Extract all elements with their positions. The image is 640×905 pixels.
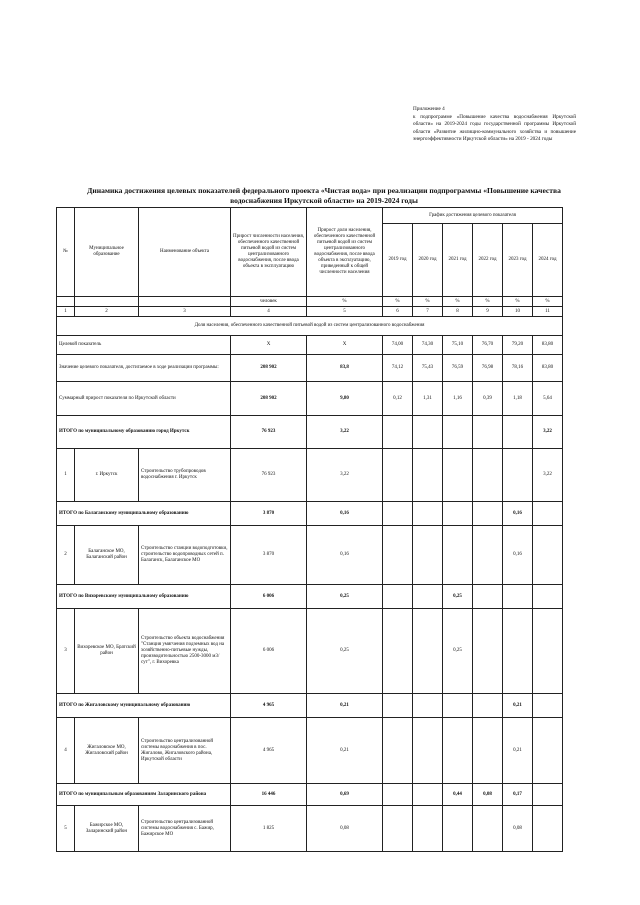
object-row [57, 806, 563, 852]
cell [503, 585, 533, 609]
header-object: Наименование объекта [139, 208, 231, 297]
total-label: ИТОГО по Вихоревскому муниципальному образованию [57, 585, 231, 609]
annex-note [413, 106, 576, 144]
cell: 3,22 [307, 416, 383, 449]
col-number: 7 [413, 307, 443, 317]
col-number: 2 [75, 307, 139, 317]
cell: 0,39 [473, 382, 503, 416]
cell: 75,43 [413, 355, 443, 382]
cell [413, 526, 443, 585]
col-number: 10 [503, 307, 533, 317]
cell: 3 [57, 609, 75, 694]
cell [443, 718, 473, 784]
total-row [57, 502, 563, 526]
unit-pct: % [533, 297, 563, 307]
cell: 0,16 [503, 502, 533, 526]
unit-people: человек [231, 297, 307, 307]
cell: г. Иркутск [75, 449, 139, 502]
total-label: ИТОГО по муниципальным образованиям Заларинского района [57, 784, 231, 806]
unit-pct: % [307, 297, 383, 307]
header-num: № [57, 208, 75, 297]
cell: 79,20 [503, 336, 533, 355]
total-row [57, 694, 563, 718]
cell: 5,64 [533, 382, 563, 416]
unit-pct: % [413, 297, 443, 307]
cell: 0,25 [307, 585, 383, 609]
col-number: 8 [443, 307, 473, 317]
header-share-growth: Прирост доли населения, обеспеченного качественной питьевой водой из систем централизованного водоснабжения, после ввода объекта в эксплуатацию, приведенный к общей численности населения [307, 208, 383, 297]
cell [533, 526, 563, 585]
cell: 6 006 [231, 585, 307, 609]
cell [413, 806, 443, 852]
cell [533, 718, 563, 784]
total-label: ИТОГО по Жигаловскому муниципальному образованию [57, 694, 231, 718]
cell [383, 449, 413, 502]
cell: 83,8 [307, 355, 383, 382]
cell: 83,80 [533, 355, 563, 382]
unit-pct: % [383, 297, 413, 307]
cell: 74,30 [413, 336, 443, 355]
cell [533, 694, 563, 718]
cell: 3,22 [533, 416, 563, 449]
cell [473, 526, 503, 585]
col-number: 1 [57, 307, 75, 317]
cell: 0,16 [503, 526, 533, 585]
cell [473, 502, 503, 526]
cell: 0,08 [473, 784, 503, 806]
summary-label: Целевой показатель [57, 336, 231, 355]
section-title: Доля населения, обеспеченного качественной питьевой водой из систем централизованного водоснабжения [57, 317, 563, 336]
cell [533, 502, 563, 526]
cell: 0,16 [307, 502, 383, 526]
object-row [57, 449, 563, 502]
col-number: 5 [307, 307, 383, 317]
col-number: 9 [473, 307, 503, 317]
summary-label: Суммарный прирост показателя по Иркутской области [57, 382, 231, 416]
object-row [57, 718, 563, 784]
cell: 0,21 [503, 718, 533, 784]
cell [383, 502, 413, 526]
col-number: 6 [383, 307, 413, 317]
cell [503, 609, 533, 694]
cell: 0,21 [503, 694, 533, 718]
cell: Жигаловское МО, Жигаловский район [75, 718, 139, 784]
cell: Балаганское МО, Балаганский район [75, 526, 139, 585]
total-row [57, 585, 563, 609]
cell [413, 718, 443, 784]
header-population-growth: Прирост численности населения, обеспеченного качественной питьевой водой из систем централизованного водоснабжения, после ввода объекта в эксплуатацию [231, 208, 307, 297]
cell [383, 784, 413, 806]
header-year: 2020 год [413, 224, 443, 297]
cell [383, 694, 413, 718]
cell [473, 449, 503, 502]
col-number: 4 [231, 307, 307, 317]
cell: 1,16 [443, 382, 473, 416]
cell: 16 446 [231, 784, 307, 806]
cell: 4 965 [231, 718, 307, 784]
units-row [57, 297, 563, 307]
cell: 1,18 [503, 382, 533, 416]
total-label: ИТОГО по муниципальному образованию город Иркутск [57, 416, 231, 449]
cell: Строительство трубопроводов водоснабжения г. Иркутск [139, 449, 231, 502]
cell: 74,00 [383, 336, 413, 355]
unit-pct: % [503, 297, 533, 307]
cell [413, 694, 443, 718]
cell: Строительство централизованной системы водоснабжения в пос. Жигалово, Жигаловского района, Иркутской области [139, 718, 231, 784]
cell: 208 902 [231, 382, 307, 416]
cell: 3 870 [231, 526, 307, 585]
cell: 3,22 [533, 449, 563, 502]
cell [413, 609, 443, 694]
cell: 83,80 [533, 336, 563, 355]
total-row [57, 784, 563, 806]
column-numbers-row [57, 307, 563, 317]
total-row [57, 416, 563, 449]
col-number: 11 [533, 307, 563, 317]
header-year: 2024 год [533, 224, 563, 297]
cell: 208 902 [231, 355, 307, 382]
cell: Строительство станции водоподготовки, строительство водопроводных сетей п. Балаганск, Балаганское МО [139, 526, 231, 585]
cell [443, 416, 473, 449]
cell: 0,16 [307, 526, 383, 585]
cell: 6 006 [231, 609, 307, 694]
cell: 1 [57, 449, 75, 502]
object-row [57, 526, 563, 585]
cell: Строительство объекта водоснабжения "Станция умягчения подземных вод на хозяйственно-питьевые нужды, производительностью 2500-3000 м3/сут", г. Вихоревка [139, 609, 231, 694]
cell [473, 609, 503, 694]
annex-title: Приложение 4 [413, 106, 445, 112]
cell: 0,25 [307, 609, 383, 694]
cell: 1 825 [231, 806, 307, 852]
cell: 3 870 [231, 502, 307, 526]
cell: Строительство централизованной системы водоснабжения с. Бажир, Бажирское МО [139, 806, 231, 852]
cell: 0,21 [307, 718, 383, 784]
cell [413, 784, 443, 806]
header-year: 2021 год [443, 224, 473, 297]
cell [413, 585, 443, 609]
cell [473, 718, 503, 784]
cell [383, 416, 413, 449]
cell: 76 923 [231, 416, 307, 449]
cell [533, 585, 563, 609]
cell: 1,31 [413, 382, 443, 416]
cell [473, 416, 503, 449]
cell [473, 585, 503, 609]
cell [533, 784, 563, 806]
header-year: 2023 год [503, 224, 533, 297]
cell: 0,08 [503, 806, 533, 852]
cell [503, 416, 533, 449]
annex-text: к подпрограмме «Повышение качества водоснабжения Иркутской области» на 2019-2024 годы государственной программы Иркутской области «Развитие жилищно-коммунального хозяйства и повышение энергоэффективности Иркутской области» на 2019 - 2024 годы [413, 113, 576, 143]
cell: 76,70 [473, 336, 503, 355]
cell [473, 694, 503, 718]
cell: 0,69 [307, 784, 383, 806]
summary-label: Значение целевого показателя, достигаемое в ходе реализации программы: [57, 355, 231, 382]
cell [383, 585, 413, 609]
cell: 0,21 [307, 694, 383, 718]
cell: 0,25 [443, 609, 473, 694]
cell: 4 [57, 718, 75, 784]
table-row [57, 382, 563, 416]
cell: 2 [57, 526, 75, 585]
table-row [57, 355, 563, 382]
cell: Х [307, 336, 383, 355]
cell: Вихоревское МО, Братский район [75, 609, 139, 694]
cell: 3,22 [307, 449, 383, 502]
header-year: 2022 год [473, 224, 503, 297]
cell [383, 609, 413, 694]
object-row [57, 609, 563, 694]
cell [413, 502, 443, 526]
cell [443, 526, 473, 585]
cell: 0,44 [443, 784, 473, 806]
cell: 9,80 [307, 382, 383, 416]
cell [533, 609, 563, 694]
cell [473, 806, 503, 852]
cell: 75,10 [443, 336, 473, 355]
cell [383, 526, 413, 585]
col-number: 3 [139, 307, 231, 317]
cell [383, 806, 413, 852]
unit-pct: % [473, 297, 503, 307]
cell: 0,12 [383, 382, 413, 416]
unit-pct: % [443, 297, 473, 307]
cell [413, 449, 443, 502]
cell: 4 965 [231, 694, 307, 718]
cell [443, 449, 473, 502]
cell [383, 718, 413, 784]
cell: 74,12 [383, 355, 413, 382]
cell [443, 694, 473, 718]
indicators-table [56, 207, 563, 852]
header-municipality: Муниципальное образование [75, 208, 139, 297]
cell: 5 [57, 806, 75, 852]
total-label: ИТОГО по Балаганскому муниципальному образованию [57, 502, 231, 526]
cell [533, 806, 563, 852]
cell: 76 923 [231, 449, 307, 502]
header-schedule: График достижения целевого показателя [383, 208, 563, 224]
cell: 0,17 [503, 784, 533, 806]
header-year: 2019 год [383, 224, 413, 297]
cell: Бажирское МО, Заларинский район [75, 806, 139, 852]
cell: 0,25 [443, 585, 473, 609]
cell [443, 502, 473, 526]
table-row [57, 336, 563, 355]
cell: Х [231, 336, 307, 355]
cell [503, 449, 533, 502]
cell [413, 416, 443, 449]
cell: 76,59 [443, 355, 473, 382]
cell: 0,08 [307, 806, 383, 852]
document-title: Динамика достижения целевых показателей федерального проекта «Чистая вода» при реализации подпрограммы «Повышение качества водоснабжения Иркутской области» на 2019-2024 годы [87, 186, 561, 205]
cell: 78,16 [503, 355, 533, 382]
cell [443, 806, 473, 852]
cell: 76,98 [473, 355, 503, 382]
